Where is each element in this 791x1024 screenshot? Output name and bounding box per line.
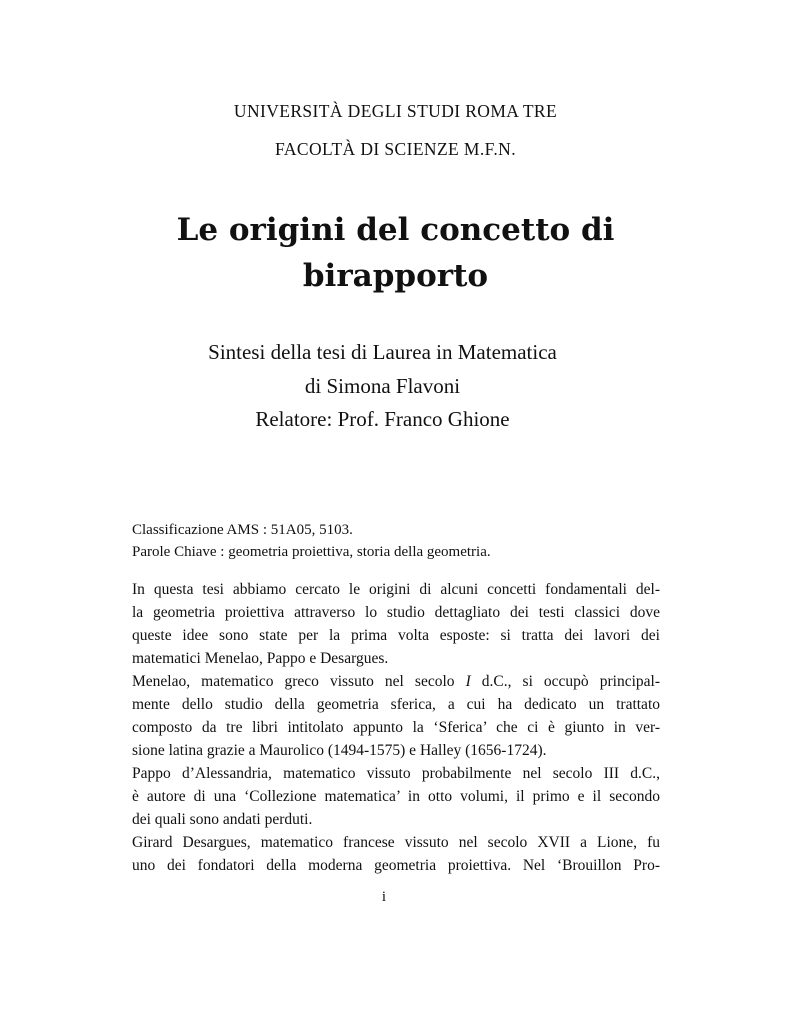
body-line: Girard Desargues, matematico francese vissuto nel secolo XVII a Lione, fu [132, 834, 660, 851]
body-line: uno dei fondatori della moderna geometria proiettiva. Nel ‘Brouillon Pro- [132, 857, 660, 874]
body-text-fragment: d.C., si occupò principal- [481, 673, 660, 690]
body-line: composto da tre libri intitolato appunto la ‘Sferica’ che ci è giunto in ver- [132, 719, 660, 736]
supervisor: Relatore: Prof. Franco Ghione [255, 407, 510, 431]
body-line: mente dello studio della geometria sferica, a cui ha dedicato un trattato [132, 696, 660, 713]
faculty-name: FACOLTÀ DI SCIENZE M.F.N. [275, 139, 516, 159]
author: di Simona Flavoni [304, 374, 461, 398]
title-line-2: birapporto [302, 258, 489, 294]
body-line: Pappo d’Alessandria, matematico vissuto probabilmente nel secolo III d.C., [132, 765, 660, 782]
thesis-type: Sintesi della tesi di Laurea in Matematica [208, 340, 557, 364]
keywords: Parole Chiave : geometria proiettiva, storia della geometria. [132, 544, 491, 560]
body-text-fragment: Menelao, matematico greco vissuto nel secolo [132, 673, 455, 690]
university-name: UNIVERSITÀ DEGLI STUDI ROMA TRE [233, 101, 558, 121]
century-roman-numeral: I [465, 673, 471, 690]
body-line: matematici Menelao, Pappo e Desargues. [132, 650, 389, 667]
body-line: dei quali sono andati perduti. [132, 811, 313, 828]
page-number: i [381, 889, 387, 905]
body-line: è autore di una ‘Collezione matematica’ in otto volumi, il primo e il secondo [132, 788, 660, 805]
body-line: sione latina grazie a Maurolico (1494-1575) e Halley (1656-1724). [132, 742, 547, 759]
abstract-body [132, 578, 660, 877]
body-line: la geometria proiettiva attraverso lo studio dettagliato dei testi classici dove [132, 604, 660, 621]
body-line: In questa tesi abbiamo cercato le origini di alcuni concetti fondamentali del- [132, 581, 660, 598]
body-line: queste idee sono state per la prima volta esposte: si tratta dei lavori dei [132, 627, 660, 644]
title-line-1: Le origini del concetto di [176, 212, 615, 248]
ams-classification: Classificazione AMS : 51A05, 5103. [132, 522, 353, 538]
body-line [132, 670, 660, 693]
